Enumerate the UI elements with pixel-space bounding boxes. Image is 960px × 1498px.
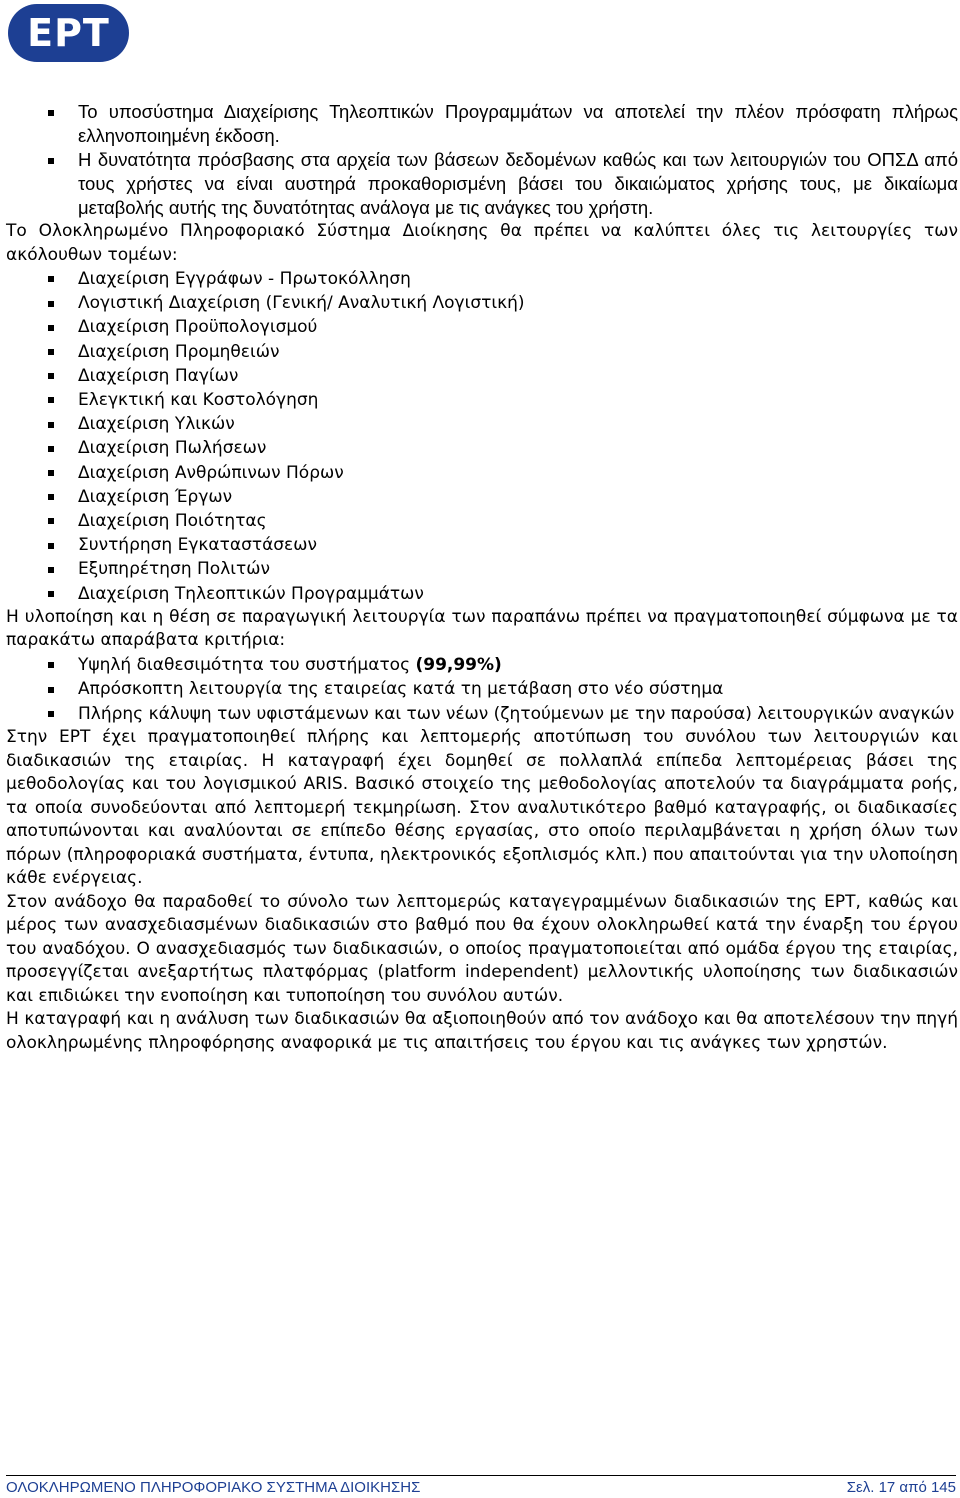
- square-bullet-icon: [48, 397, 54, 403]
- list-item: Διαχείριση Ποιότητας: [6, 509, 958, 533]
- list-item: Διαχείριση Ανθρώπινων Πόρων: [6, 461, 958, 485]
- top-bullet-list: [6, 100, 958, 220]
- square-bullet-icon: [48, 711, 54, 717]
- ert-paragraph: Στην ΕΡΤ έχει πραγματοποιηθεί πλήρης και λεπτομερής αποτύπωση του συνόλου των λειτουργιών και διαδικασιών της εταιρίας. Η καταγραφή έχει δομηθεί σε πολλαπλά επίπεδα λεπτομέρειας βάσει της μεθοδολογίας και του λογισμικού ARIS. Βασικό στοιχείο της μεθοδολογίας αποτελούν τα διαγράμματα ροής, τα οποία συνοδεύονται από λεπτομερή τεκμηρίωση. Στον αναλυτικότερο βαθμό καταγραφής, οι διαδικασίες αποτυπώνονται και αναλύονται σε επίπεδο θέσης εργασίας, στο οποίο περιλαμβάνεται η χρήση όλων των πόρων (πληροφοριακά συστήματα, έντυπα, ηλεκτρονικός εξοπλισμός κλπ.) που απαιτούνται για την υλοποίηση κάθε ενέργειας.: [6, 727, 958, 889]
- square-bullet-icon: [48, 567, 54, 573]
- document-body: [6, 100, 958, 1055]
- list-item: Λογιστική Διαχείριση (Γενική/ Αναλυτική Λογιστική): [6, 291, 958, 315]
- intro-paragraph: Το Ολοκληρωμένο Πληροφοριακό Σύστημα Διοίκησης θα πρέπει να καλύπτει όλες τις λειτουργίες των ακόλουθων τομέων:: [6, 221, 958, 265]
- square-bullet-icon: [48, 110, 54, 116]
- logo-text: ΕΡΤ: [27, 11, 110, 55]
- square-bullet-icon: [48, 687, 54, 693]
- list-item: Διαχείριση Πωλήσεων: [6, 436, 958, 460]
- square-bullet-icon: [48, 349, 54, 355]
- square-bullet-icon: [48, 494, 54, 500]
- square-bullet-icon: [48, 301, 54, 307]
- square-bullet-icon: [48, 543, 54, 549]
- square-bullet-icon: [48, 422, 54, 428]
- contractor-paragraph: Στον ανάδοχο θα παραδοθεί το σύνολο των λεπτομερώς καταγεγραμμένων διαδικασιών της ΕΡΤ, καθώς και μέρος των ανασχεδιασμένων διαδικασιών στο βαθμό που θα έχουν ολοκληρωθεί κατά την έναρξη του έργου του αναδόχου. Ο ανασχεδιασμός των διαδικασιών, ο οποίος πραγματοποιείται από ομάδα έργου της εταιρίας, προσεγγίζεται ανεξαρτήτως πλατφόρμας (platform independent) μελλοντικής υλοποίησης των διαδικασιών και επιδιώκει την ενοποίηση και τυποποίηση του συνόλου αυτών.: [6, 891, 958, 1006]
- square-bullet-icon: [48, 518, 54, 524]
- list-item: Συντήρηση Εγκαταστάσεων: [6, 533, 958, 557]
- list-item: Απρόσκοπτη λειτουργία της εταιρείας κατά τη μετάβαση στο νέο σύστημα: [6, 677, 958, 702]
- square-bullet-icon: [48, 662, 54, 668]
- final-paragraph: Η καταγραφή και η ανάλυση των διαδικασιών θα αξιοποιηθούν από τον ανάδοχο και θα αποτελέσουν την πηγή ολοκληρωμένης πληροφόρησης αναφορικά με τις απαιτήσεις του έργου και τις ανάγκες των χρηστών.: [6, 1009, 958, 1053]
- list-item: Διαχείριση Τηλεοπτικών Προγραμμάτων: [6, 582, 958, 606]
- criteria-list: [6, 653, 958, 727]
- list-item: Υψηλή διαθεσιμότητα του συστήματος (99,99%): [6, 653, 958, 678]
- list-item: Διαχείριση Εγγράφων - Πρωτοκόλληση: [6, 267, 958, 291]
- square-bullet-icon: [48, 158, 54, 164]
- list-item: Το υποσύστημα Διαχείρισης Τηλεοπτικών Προγραμμάτων να αποτελεί την πλέον πρόσφατη πλήρως ελληνοποιημένη έκδοση.: [6, 100, 958, 148]
- list-item: Ελεγκτική και Κοστολόγηση: [6, 388, 958, 412]
- page-number: Σελ. 17 από 145: [846, 1479, 956, 1496]
- list-item: Διαχείριση Υλικών: [6, 412, 958, 436]
- square-bullet-icon: [48, 373, 54, 379]
- footer-title: ΟΛΟΚΛΗΡΩΜΕΝΟ ΠΛΗΡΟΦΟΡΙΑΚΟ ΣΥΣΤΗΜΑ ΔΙΟΙΚΗΣΗΣ: [6, 1479, 421, 1496]
- list-item: Η δυνατότητα πρόσβασης στα αρχεία των βάσεων δεδομένων καθώς και των λειτουργιών του ΟΠΣΔ από τους χρήστες να είναι αυστηρά προκαθορισμένη βάσει του δικαιώματος χρήσης τους, με δικαίωμα μεταβολής αυτής της δυνατότητας ανάλογα με τις ανάγκες του χρήστη.: [6, 148, 958, 220]
- list-item: Εξυπηρέτηση Πολιτών: [6, 557, 958, 581]
- list-item: Διαχείριση Έργων: [6, 485, 958, 509]
- list-item: Διαχείριση Προϋπολογισμού: [6, 315, 958, 339]
- implementation-paragraph: Η υλοποίηση και η θέση σε παραγωγική λειτουργία των παραπάνω πρέπει να πραγματοποιηθεί σύμφωνα με τα παρακάτω απαράβατα κριτήρια:: [6, 606, 958, 651]
- square-bullet-icon: [48, 446, 54, 452]
- square-bullet-icon: [48, 591, 54, 597]
- ert-logo: [8, 4, 129, 62]
- list-item: Διαχείριση Προμηθειών: [6, 340, 958, 364]
- sector-list: [6, 267, 958, 606]
- square-bullet-icon: [48, 470, 54, 476]
- availability-value: (99,99%): [415, 654, 502, 675]
- list-item: Πλήρης κάλυψη των υφιστάμενων και των νέων (ζητούμενων με την παρούσα) λειτουργικών αναγκών: [6, 702, 958, 727]
- page-footer: [6, 1475, 956, 1498]
- square-bullet-icon: [48, 325, 54, 331]
- square-bullet-icon: [48, 276, 54, 282]
- list-item: Διαχείριση Παγίων: [6, 364, 958, 388]
